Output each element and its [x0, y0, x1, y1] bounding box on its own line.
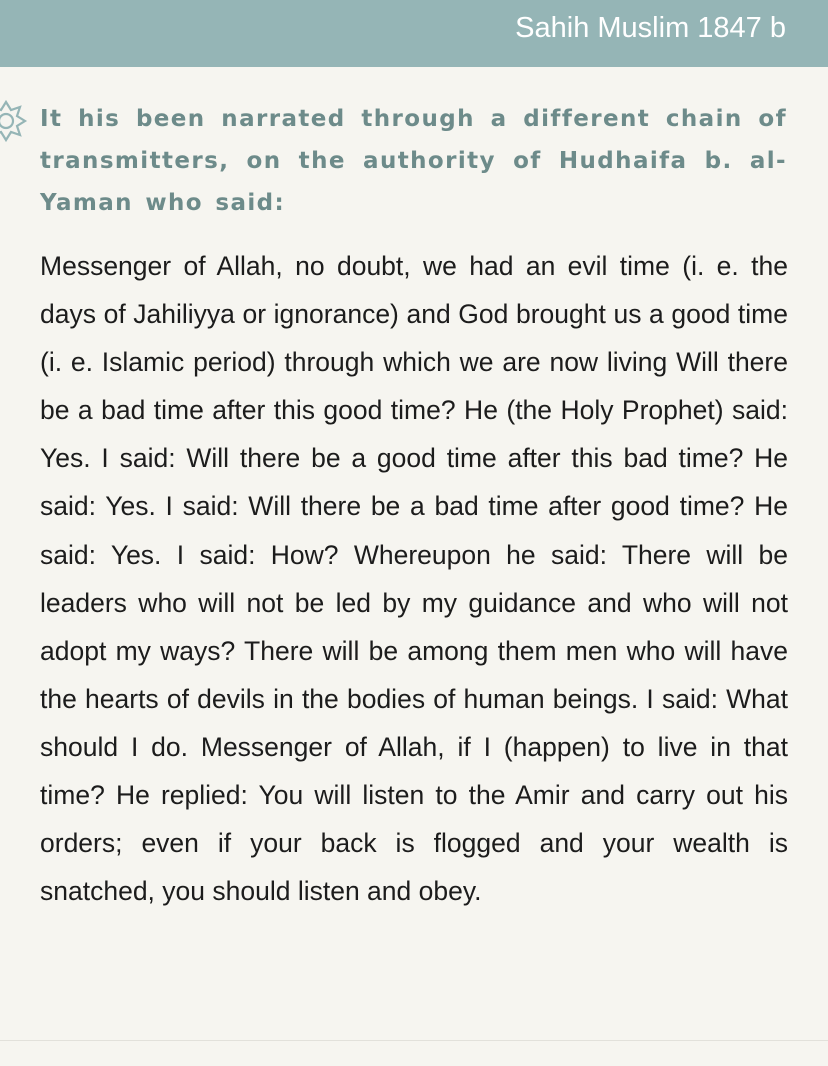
star-ornament-icon — [0, 99, 28, 143]
divider — [0, 1040, 828, 1041]
title-bar — [0, 0, 828, 67]
narration-chain: It his been narrated through a different chain of transmitters, on the authority of Hudhaifa b. al-Yaman who said: — [40, 106, 787, 216]
page-title: Sahih Muslim 1847 b — [515, 12, 786, 44]
hadith-text: Messenger of Allah, no doubt, we had an evil time (i. e. the days of Jahiliyya or ignorance) and God brought us a good time (i. e. Islamic period) through which we are now living Will there be a bad time after this good time? He (the Holy Prophet) said: Yes. I said: Will there be a good time after this bad time? He said: Yes. I said: Will there be a bad time after good time? He said: Yes. I said: How? Whereupon he said: There will be leaders who will not be led by my guidance and who will not adopt my ways? There will be among them men who will have the hearts of devils in the bodies of human beings. I said: What should I do. Messenger of Allah, if I (happen) to live in that time? He replied: You will listen to the Amir and carry out his orders; even if your back is flogged and your wealth is snatched, you should listen and obey. — [40, 251, 788, 907]
